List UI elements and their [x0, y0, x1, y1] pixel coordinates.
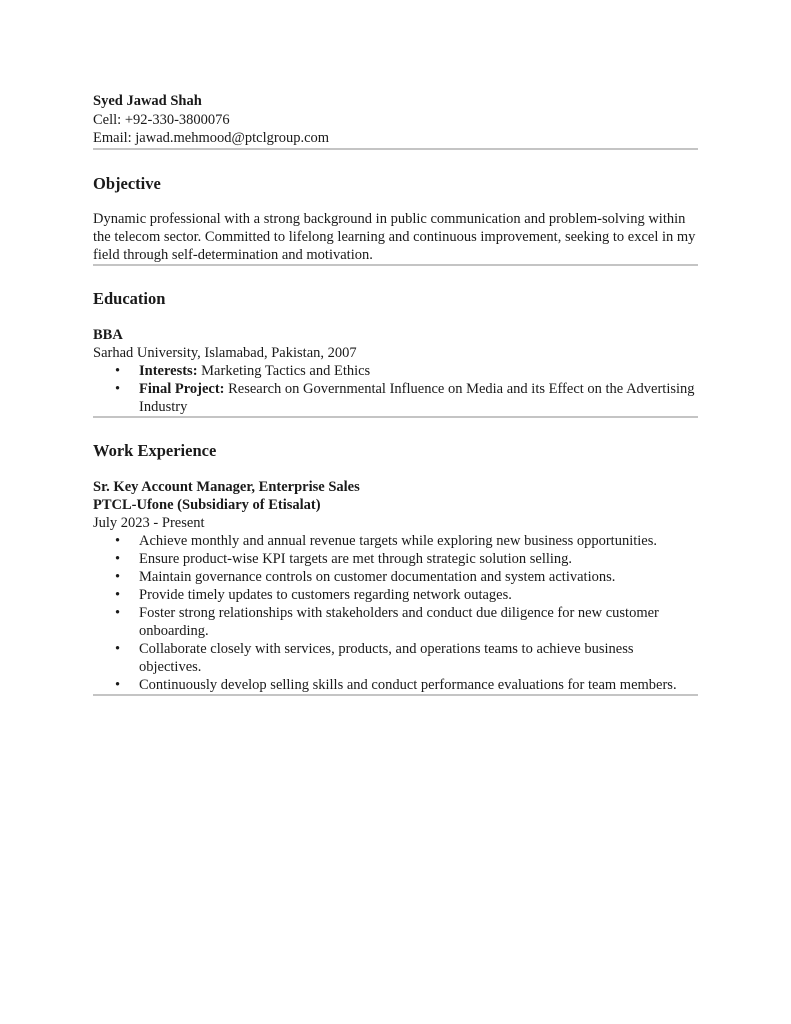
bullet-icon: •: [115, 380, 121, 397]
bullet-icon: •: [115, 604, 121, 621]
bullet-icon: •: [115, 640, 121, 657]
responsibility-text: Foster strong relationships with stakeholders and conduct due diligence for new customer onboarding.: [139, 604, 659, 639]
section-divider: [93, 264, 698, 266]
education-details-list: [93, 362, 698, 416]
detail-label: Final Project:: [139, 380, 225, 397]
list-item: [93, 640, 698, 676]
bullet-icon: •: [115, 362, 121, 379]
list-item: [93, 676, 698, 694]
section-divider: [93, 694, 698, 696]
work-heading: Work Experience: [93, 440, 217, 460]
bullet-icon: •: [115, 676, 121, 693]
education-section: [93, 289, 698, 416]
list-item: [93, 586, 698, 604]
objective-heading: Objective: [93, 173, 161, 193]
section-divider: [93, 416, 698, 418]
responsibility-text: Continuously develop selling skills and conduct performance evaluations for team members.: [139, 676, 677, 693]
email-address: Email: jawad.mehmood@ptclgroup.com: [93, 130, 330, 146]
job-title: Sr. Key Account Manager, Enterprise Sales: [93, 478, 360, 495]
responsibility-text: Maintain governance controls on customer documentation and system activations.: [139, 568, 616, 585]
bullet-icon: •: [115, 568, 121, 585]
company-name: PTCL-Ufone (Subsidiary of Etisalat): [93, 496, 321, 513]
objective-section: [93, 174, 698, 264]
list-item: [93, 604, 698, 640]
list-item: [93, 568, 698, 586]
section-divider: [93, 148, 698, 150]
education-heading: Education: [93, 288, 166, 308]
school-info: Sarhad University, Islamabad, Pakistan, 2007: [93, 344, 357, 361]
responsibilities-list: [93, 532, 698, 694]
responsibility-text: Collaborate closely with services, products, and operations teams to achieve business objectives.: [139, 640, 634, 675]
list-item: [93, 550, 698, 568]
responsibility-text: Provide timely updates to customers regarding network outages.: [139, 586, 512, 603]
candidate-name: Syed Jawad Shah: [93, 93, 202, 109]
list-item: [93, 532, 698, 550]
responsibility-text: Ensure product-wise KPI targets are met through strategic solution selling.: [139, 550, 573, 567]
degree-name: BBA: [93, 326, 123, 343]
list-item: [93, 362, 698, 380]
bullet-icon: •: [115, 586, 121, 603]
work-section: [93, 441, 698, 694]
employment-dates: July 2023 - Present: [93, 514, 205, 531]
detail-text: Research on Governmental Influence on Media and its Effect on the Advertising Industry: [139, 380, 695, 415]
detail-text: Marketing Tactics and Ethics: [197, 362, 371, 379]
responsibility-text: Achieve monthly and annual revenue targets while exploring new business opportunities.: [139, 532, 657, 549]
objective-text: Dynamic professional with a strong background in public communication and problem-solving within the telecom sector. Committed to lifelong learning and continuous improvement, seeking to excel in my field through self-determination and motivation.: [93, 210, 696, 263]
list-item: [93, 380, 698, 416]
contact-block: [93, 92, 698, 148]
resume-page: [93, 0, 698, 696]
bullet-icon: •: [115, 532, 121, 549]
detail-label: Interests:: [139, 362, 198, 379]
bullet-icon: •: [115, 550, 121, 567]
cell-number: Cell: +92-330-3800076: [93, 111, 230, 128]
